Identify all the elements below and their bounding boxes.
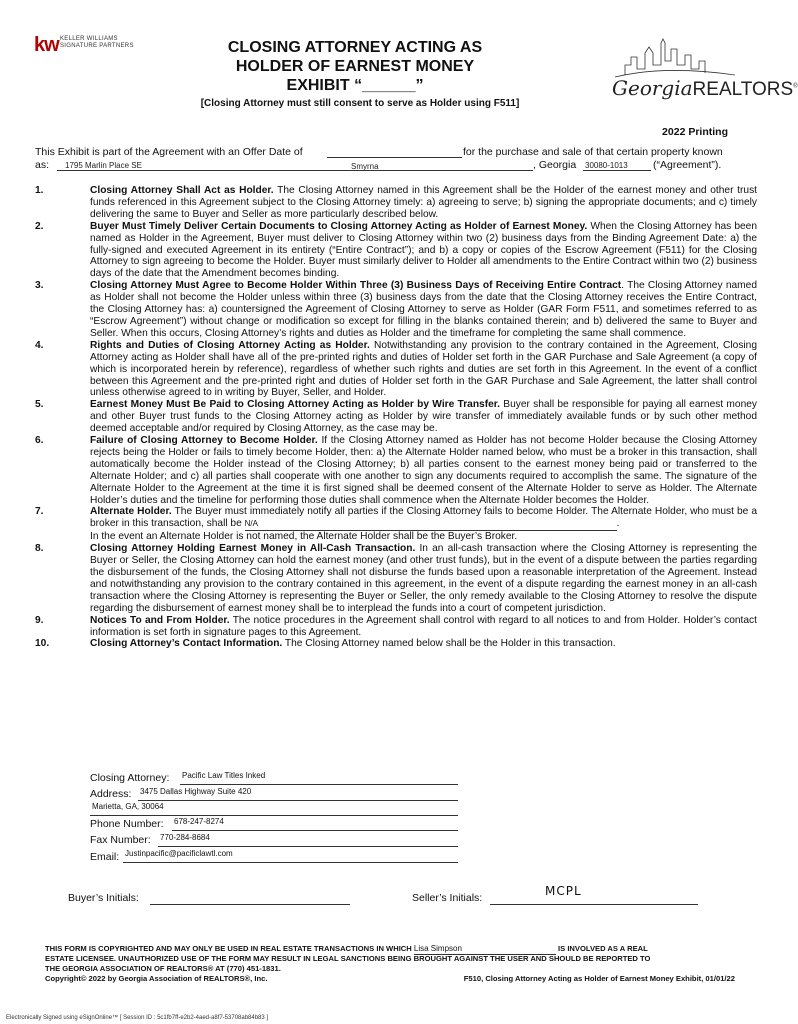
clause-body: The Closing Attorney named below shall be the Holder in this transaction.: [282, 638, 616, 650]
clause-heading: Alternate Holder.: [90, 506, 172, 518]
address-line: [138, 800, 458, 801]
offer-date-field[interactable]: [327, 157, 462, 158]
clause-heading: Earnest Money Must Be Paid to Closing Attorney Acting as Holder by Wire Transfer.: [90, 399, 501, 411]
footer-line1a: THIS FORM IS COPYRIGHTED AND MAY ONLY BE USED IN REAL ESTATE TRANSACTIONS IN WHICH: [45, 944, 412, 953]
buyer-initials-field[interactable]: [150, 904, 350, 905]
clause-body: The Buyer must immediately notify all parties if the Closing Attorney fails to become Holder. The Alternate Holder, who must be a broker in this transaction, shall be: [90, 506, 757, 530]
kw-brand-line2: SIGNATURE PARTNERS: [60, 43, 134, 49]
clause-heading: Closing Attorney Must Agree to Become Holder Within Three (3) Business Days of Receiving Entire Contract: [90, 280, 622, 292]
clause-body: When the Closing Attorney has been named as Holder in the Agreement, Buyer must deliver to Closing Attorney within two (2) business days from the Binding Agreement Date: a) the fully-signed and executed Agreement in its entirety (“Entire Contract”); and b) a copy or copies of the Escrow Agreement (F511) for the Closing Attorney to sign agreeing to become the Holder. Buyer must similarly deliver to Holder all amendments to the Entire Contract within two (2) business days of the date that the Amendment becomes binding.: [90, 220, 757, 280]
gr-script: Georgia: [612, 76, 693, 100]
clause-heading: Closing Attorney Holding Earnest Money in All-Cash Transaction.: [90, 543, 416, 555]
footer-line2: ESTATE LICENSEE. UNAUTHORIZED USE OF THE FORM MAY RESULT IN LEGAL SANCTIONS BEING BROUGHT AGAINST THE USER AND SHOULD BE REPORTED TO: [45, 954, 651, 963]
intro-text-4: , Georgia: [533, 159, 577, 171]
clause-body: If the Closing Attorney named as Holder has not become Holder because the Closing Attorney rejects being the Holder or fails to timely become Holder, then: a) the Alternate Holder named below, who must be a broker in this transaction, shall automatically become the Holder instead of the Closing Attorney; b) all parties consent to the earnest money being paid or transferred to the Alternate Holder; and c) all parties shall cooperate with one another to sign any documents required to accomplish the same. The signature of the Alternate Holder to the Agreement at the time it is first signed shall be deemed consent of the Alternate Holder to serve as Holder. The Alternate Holder’s duties and the timeline for performing those duties shall commence when the Alternate Holder becomes the Holder.: [90, 435, 757, 506]
clause-heading: Closing Attorney Shall Act as Holder.: [90, 185, 274, 196]
clause-body: The notice procedures in the Agreement shall control with regard to all notices to and from Holder. Holder’s contact information is set forth in signature pages to this Agreement.: [90, 614, 757, 638]
clause-9: [35, 615, 757, 639]
seller-initials-signature[interactable]: MCPL: [545, 884, 582, 898]
clause-heading: Rights and Duties of Closing Attorney Acting as Holder.: [90, 339, 370, 351]
copyright-footer: [45, 944, 735, 984]
alternate-holder-note: In the event an Alternate Holder is not named, the Alternate Holder shall be the Buyer’s Broker.: [90, 531, 518, 543]
form-subtitle: [Closing Attorney must still consent to serve as Holder using F511]: [200, 98, 520, 109]
address2-field[interactable]: Marietta, GA, 30064: [92, 802, 164, 811]
attorney-line: [180, 784, 458, 785]
property-address-field[interactable]: 1795 Marlin Place SE: [65, 161, 142, 170]
buyer-initials-label: Buyer’s Initials:: [68, 892, 139, 904]
email-line: [123, 862, 458, 863]
clause-number: 4.: [35, 339, 44, 351]
clause-body: Notwithstanding any provision to the contrary contained in the Agreement, Closing Attorney acting as Holder shall have all of the pre-printed rights and duties of Holder set forth in the GAR Purchase and Sale Agreement (a copy of which is incorporated herein by reference), regardless of whether such rights and duties are set forth in this Agreement. In the event of a conflict between this Agreement and the pre-printed right and duties of Holder set forth in the GAR Purchase and Sale Agreement, the latter shall control unless otherwise agreed to in writing by Buyer, Seller, and Holder.: [90, 339, 758, 399]
intro-text-3: as:: [35, 159, 50, 171]
clause-8: [35, 543, 757, 614]
clause-6: [35, 435, 757, 506]
fax-field[interactable]: 770-284-8684: [160, 833, 210, 842]
clause-10: [35, 638, 757, 650]
address-label: Address:: [90, 788, 132, 800]
numbered-clauses: [35, 185, 757, 650]
clause-number: 5.: [35, 399, 44, 411]
intro-text-5: (“Agreement”).: [653, 159, 722, 171]
email-field[interactable]: Justinpacific@pacificlawtl.com: [125, 849, 233, 858]
title-line3: EXHIBIT “______”: [286, 77, 424, 94]
esign-session: Electronically Signed using eSignOnline™ [ Session ID : 5c1fb7ff-e2b2-4aed-a8f7-53708ab84b83 ]: [6, 1015, 269, 1021]
address-field[interactable]: 3475 Dallas Highway Suite 420: [140, 787, 252, 796]
title-line2: HOLDER OF EARNEST MONEY: [235, 58, 475, 75]
clause-5: [35, 399, 757, 435]
clause-4: [35, 340, 757, 400]
property-city-field[interactable]: Smyrna: [351, 162, 379, 171]
email-label: Email:: [90, 851, 120, 863]
footer-line1b: IS INVOLVED AS A REAL: [558, 944, 648, 953]
seller-initials-label: Seller’s Initials:: [412, 892, 483, 904]
clause-number: 3.: [35, 280, 44, 292]
gr-realtors: REALTORS: [692, 79, 794, 100]
clause-number: 9.: [35, 614, 44, 626]
kw-brand-line1: KELLER WILLIAMS: [60, 36, 118, 42]
intro-text-2: for the purchase and sale of that certain property known: [463, 146, 723, 158]
title-line1: CLOSING ATTORNEY ACTING AS: [227, 39, 483, 56]
clause-3: [35, 280, 757, 340]
seller-initials-line: [490, 904, 698, 905]
clause-body: In an all-cash transaction where the Closing Attorney is representing the Buyer or Seller, the Closing Attorney can hold the earnest money (and other trust funds), but in the event of a dispute between the parties regarding the disbursement of the funds, the Closing Attorney shall not disburse the funds based upon a reasonable interpretation of the Agreement. Instead and notwithstanding any provision to the contrary contained in this agreement, in the event of a dispute regarding the earnest money in an all-cash transaction where the Closing Attorney is representing the Buyer or Seller, the only remedy available to the Closing Attorney to resolve the dispute regarding the disbursement of earnest money shall be to interplead the funds into a court of competent jurisdiction.: [90, 543, 757, 614]
clause-number: 7.: [35, 506, 44, 518]
clause-body: The Closing Attorney named in this Agreement shall be the Holder of the earnest money and other trust funds referenced in this Agreement subject to the Closing Attorney timely: a) agreeing to serve; b) signing the appropriate documents; and c) timely delivering the same to Buyer and Seller as more particularly described below.: [90, 185, 757, 220]
clause-heading: Failure of Closing Attorney to Become Holder.: [90, 435, 318, 447]
clause-number: 1.: [35, 185, 44, 196]
attorney-field[interactable]: Pacific Law Titles Inked: [182, 771, 266, 780]
property-zip-field[interactable]: 30080-1013: [585, 161, 628, 170]
clause-number: 10.: [35, 638, 50, 650]
attorney-label: Closing Attorney:: [90, 772, 170, 784]
form-title: [190, 38, 520, 95]
clause-body: . The Closing Attorney named as Holder shall not become the Holder unless within three (3) business days from the date that the Closing Attorney receives the Entire Contract, the Closing Attorney has: a) countersigned the Agreement of Closing Attorney to serve as Holder (GAR Form F511, and sometimes referred to as “Escrow Agreement”) without change or modification so except for filling in the blanks contained therein; and b) delivered the same to Buyer and Seller. When this occurs, Closing Attorney’s rights and duties as Holder and the timeframe for completing the same shall commence.: [90, 280, 757, 339]
address2-line: [90, 815, 458, 816]
fax-line: [158, 846, 458, 847]
clause-number: 8.: [35, 543, 44, 555]
clause-2: [35, 221, 757, 281]
footer-form-id: F510, Closing Attorney Acting as Holder of Earnest Money Exhibit, 01/01/22: [463, 974, 735, 983]
phone-line: [172, 830, 458, 831]
clause-7: 7. Alternate Holder. The Buyer must immediately notify all parties if the Closing Attorney fails to become Holder. The Alternate Holder, who must be a broker in this transaction, shall be N/A . In the event an Alternate Holder is not named, the Alternate Holder shall be the Buyer’s Broker.: [35, 506, 757, 543]
printing-year: 2022 Printing: [662, 126, 728, 138]
intro-paragraph: [35, 146, 755, 174]
kw-logo: kw: [34, 34, 59, 56]
clause-number: 2.: [35, 220, 44, 232]
phone-field[interactable]: 678-247-8274: [174, 817, 224, 826]
intro-text-1: This Exhibit is part of the Agreement with an Offer Date of: [35, 146, 303, 158]
clause-heading: Notices To and From Holder.: [90, 614, 230, 626]
clause-1: [35, 185, 757, 221]
fax-label: Fax Number:: [90, 834, 151, 846]
kw-brand-text: [60, 36, 134, 50]
clause-body: Buyer shall be responsible for paying all earnest money and other Buyer trust funds to the Closing Attorney acting as Holder by wire transfer of immediately available funds or by such other method deemed acceptable and/or required by Closing Attorney, as the case may be.: [90, 399, 757, 435]
phone-label: Phone Number:: [90, 818, 164, 830]
alternate-holder-field[interactable]: N/A: [245, 518, 617, 531]
georgia-realtors-wordmark: GeorgiaREALTORS®: [612, 76, 798, 100]
footer-copyright: Copyright© 2022 by Georgia Association of REALTORS®, Inc.: [45, 974, 268, 983]
clause-heading: Buyer Must Timely Deliver Certain Documents to Closing Attorney Acting as Holder of Earnest Money.: [90, 220, 588, 232]
clause-number: 6.: [35, 435, 44, 447]
licensee-field[interactable]: Lisa Simpson: [414, 944, 556, 955]
clause-heading: Closing Attorney’s Contact Information.: [90, 638, 283, 650]
footer-line3: THE GEORGIA ASSOCIATION OF REALTORS® AT (770) 451-1831.: [45, 964, 281, 973]
